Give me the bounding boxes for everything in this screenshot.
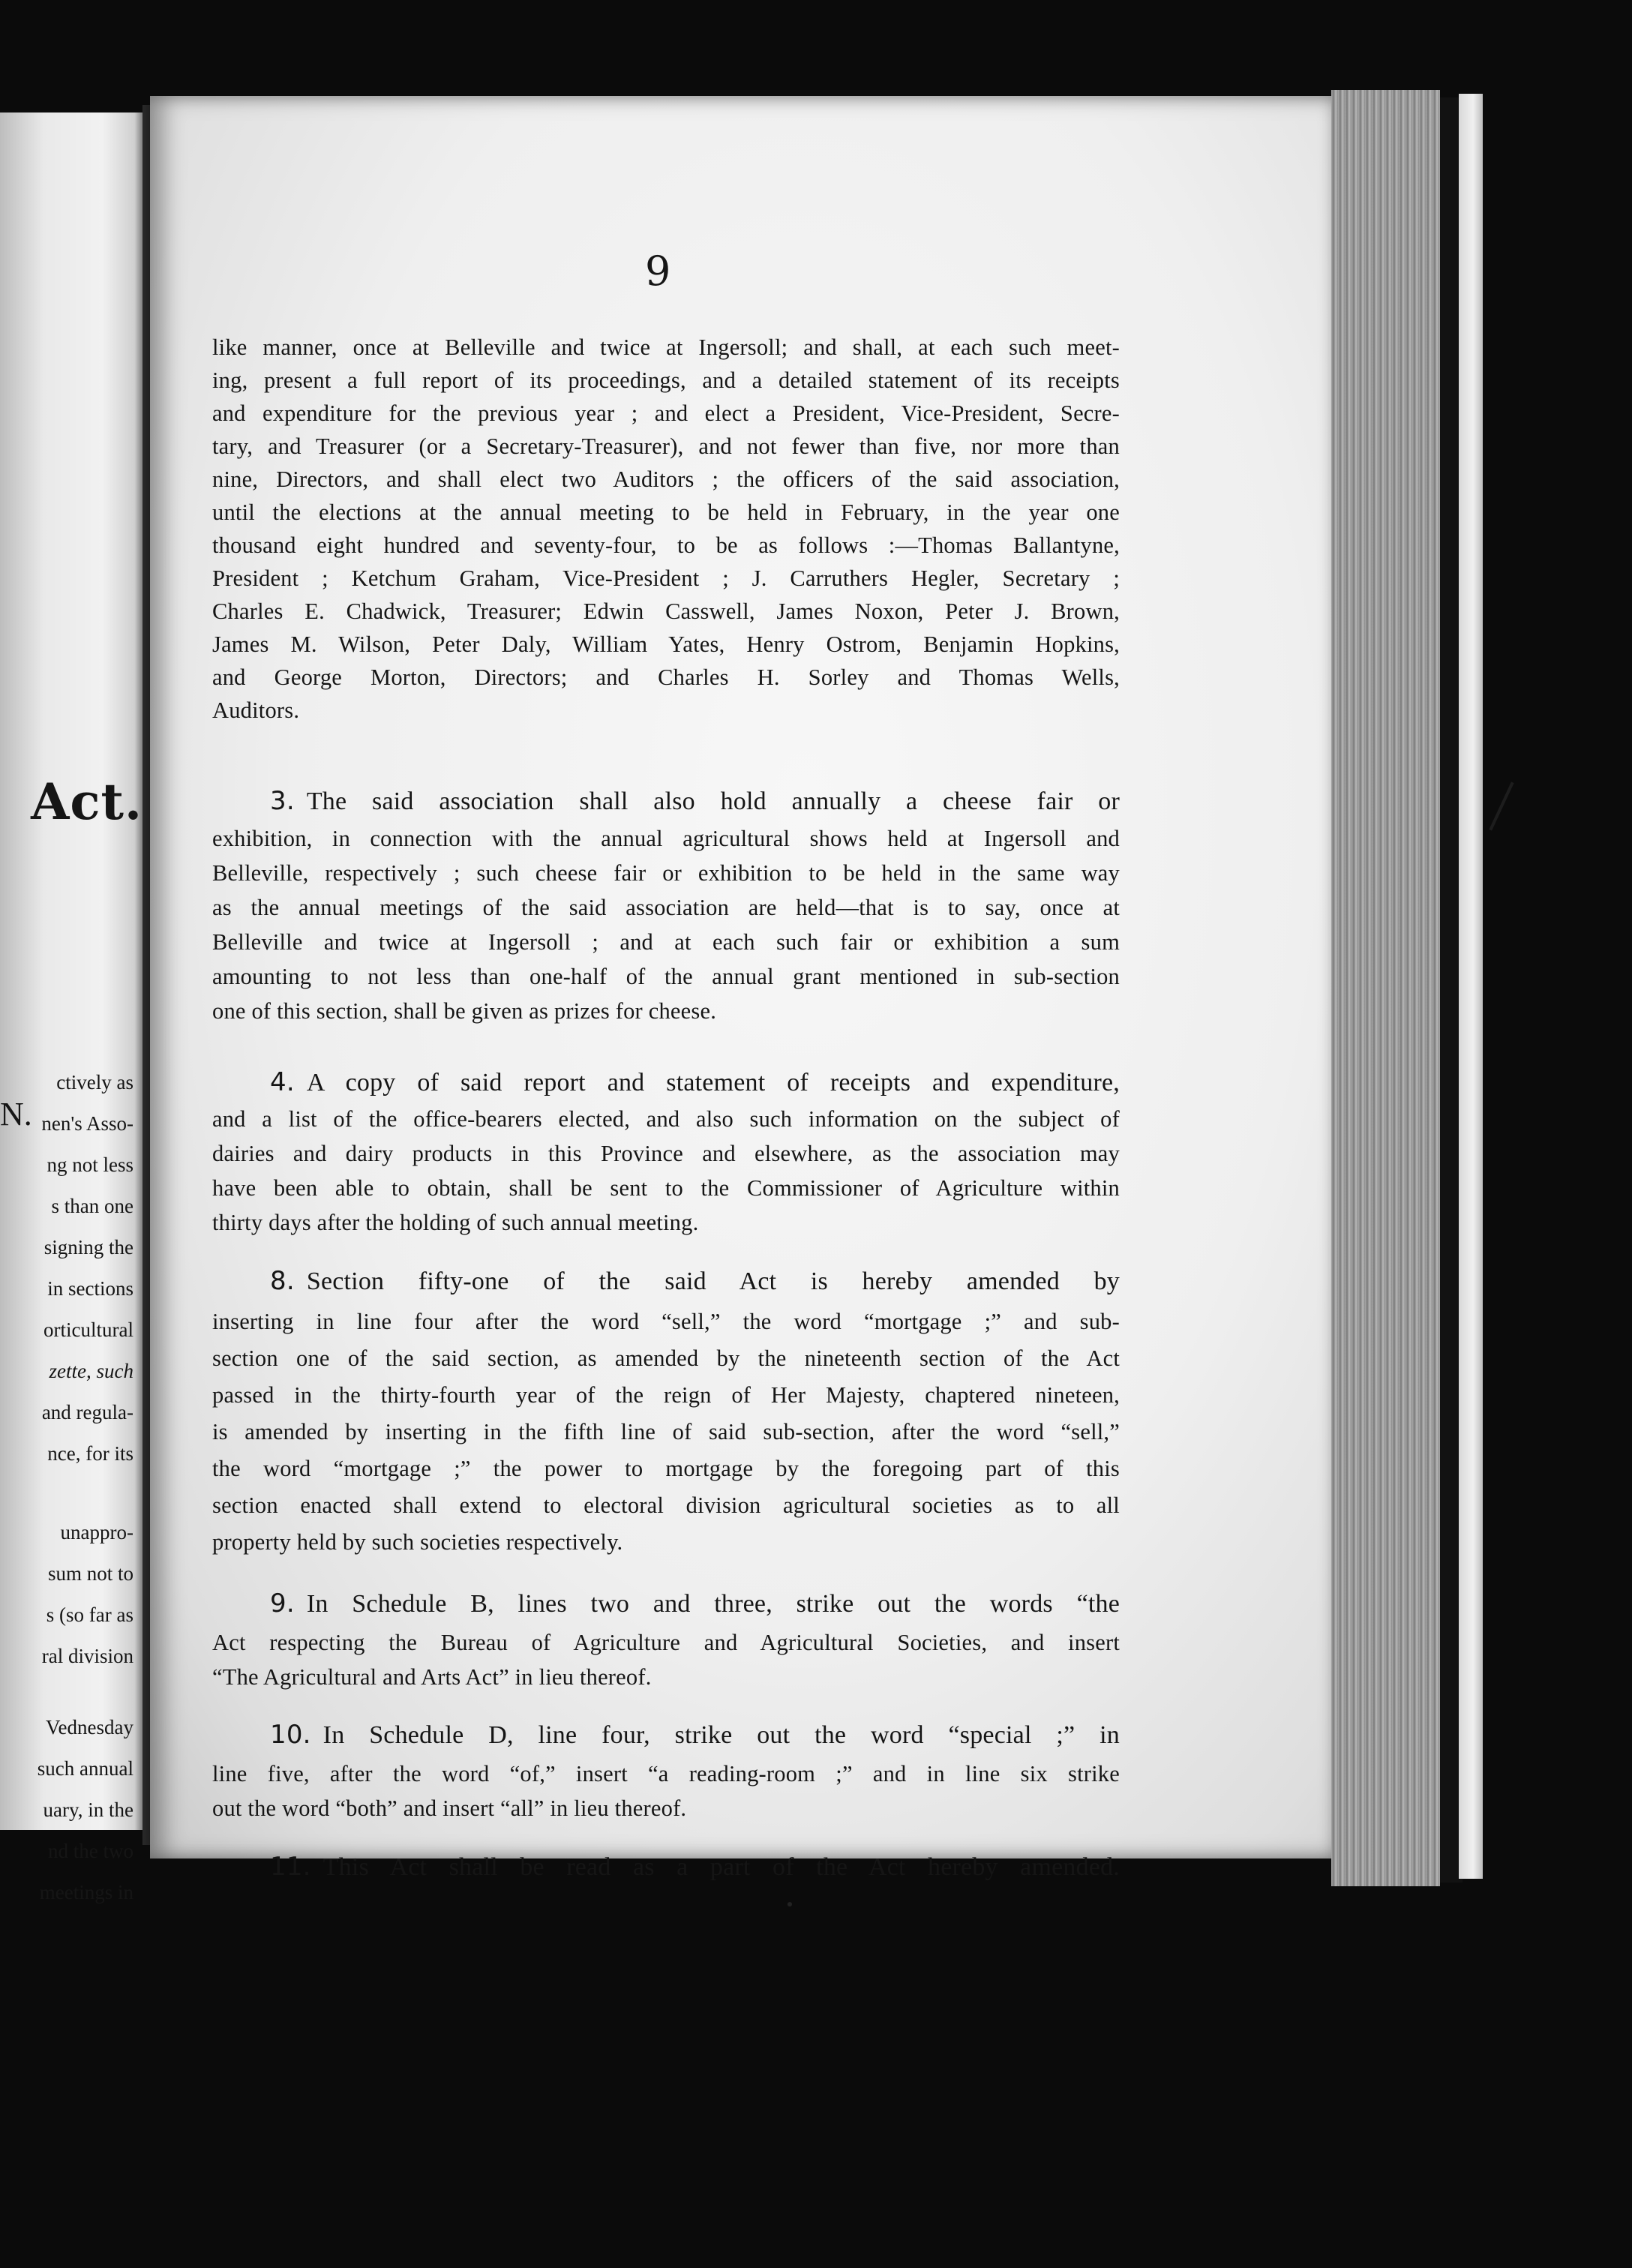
body-text: Section fifty-one of the said Act is hereby amended by	[306, 1268, 1120, 1295]
left-text-line: nen's Asso-	[41, 1112, 134, 1135]
body-line: until the elections at the annual meeting to be held in February, in the year one	[212, 500, 1120, 525]
ink-dot	[788, 1902, 792, 1906]
body-line: the word “mortgage ;” the power to mortgage by the foregoing part of this	[212, 1456, 1120, 1481]
body-line: property held by such societies respectively.	[212, 1529, 623, 1555]
left-text-line: uary, in the	[43, 1798, 134, 1821]
section-8-first-line	[270, 1264, 1120, 1299]
left-text-line: in sections	[47, 1277, 134, 1300]
body-line: President ; Ketchum Graham, Vice-President ; J. Carruthers Hegler, Secretary ;	[212, 566, 1120, 591]
subsection-number: 3.	[270, 786, 295, 816]
section-number: 8.	[270, 1266, 295, 1296]
left-text-line: ral division	[41, 1645, 134, 1667]
subsection-number: 4.	[270, 1067, 295, 1097]
left-text-line: nce, for its	[47, 1442, 134, 1465]
body-line: is amended by inserting in the fifth line of said sub-section, after the word “sell,”	[212, 1419, 1120, 1444]
body-line: have been able to obtain, shall be sent to the Commissioner of Agriculture within	[212, 1175, 1120, 1201]
body-line: tary, and Treasurer (or a Secretary-Treasurer), and not fewer than five, nor more than	[212, 434, 1120, 459]
left-text-line: ctively as	[56, 1071, 134, 1094]
body-line: thirty days after the holding of such annual meeting.	[212, 1210, 699, 1235]
body-line: line five, after the word “of,” insert “a reading-room ;” and in line six strike	[212, 1761, 1120, 1786]
left-n-heading: N.	[0, 1096, 32, 1132]
scan-mark	[1489, 782, 1514, 830]
left-text-line: sum not to	[47, 1562, 134, 1585]
body-line: Charles E. Chadwick, Treasurer; Edwin Casswell, James Noxon, Peter J. Brown,	[212, 598, 1120, 624]
body-text: This Act shall be read as a part of the Act hereby amended.	[322, 1853, 1120, 1881]
body-line: ing, present a full report of its proceedings, and a detailed statement of its receipts	[212, 368, 1120, 393]
body-line: dairies and dairy products in this Province and elsewhere, as the association may	[212, 1141, 1120, 1166]
left-text-line: s (so far as	[46, 1604, 134, 1626]
left-text-line: such annual	[37, 1757, 134, 1780]
body-line: section enacted shall extend to electoral division agricultural societies as to all	[212, 1492, 1120, 1518]
body-line: Auditors.	[212, 698, 300, 723]
body-line: section one of the said section, as amended by the nineteenth section of the Act	[212, 1346, 1120, 1371]
left-text-line: and regula-	[41, 1401, 134, 1424]
left-text-line: Vednesday	[46, 1716, 134, 1738]
body-line: one of this section, shall be given as prizes for cheese.	[212, 998, 717, 1024]
left-act-heading: Act.	[31, 772, 142, 831]
body-line: as the annual meetings of the said association are held—that is to say, once at	[212, 895, 1120, 920]
section-number: 11.	[270, 1852, 311, 1882]
left-page	[0, 112, 146, 1904]
left-text-line: signing the	[44, 1236, 134, 1258]
body-line: exhibition, in connection with the annual agricultural shows held at Ingersoll and	[212, 826, 1120, 851]
subsection-3-first-line	[270, 784, 1120, 819]
left-text-line: meetings in	[39, 1881, 134, 1904]
body-line: inserting in line four after the word “sell,” the word “mortgage ;” and sub-	[212, 1309, 1120, 1334]
body-line: and George Morton, Directors; and Charles H. Sorley and Thomas Wells,	[212, 664, 1120, 690]
left-text-line: orticultural	[44, 1318, 134, 1341]
body-line: passed in the thirty-fourth year of the reign of Her Majesty, chaptered nineteen,	[212, 1382, 1120, 1408]
left-text-line: ng not less	[46, 1154, 134, 1176]
page-number: 9	[645, 248, 671, 295]
body-text: In Schedule D, line four, strike out the word “special ;” in	[322, 1721, 1120, 1749]
body-line: James M. Wilson, Peter Daly, William Yates, Henry Ostrom, Benjamin Hopkins,	[212, 632, 1120, 657]
body-line: Belleville, respectively ; such cheese fair or exhibition to be held in the same way	[212, 860, 1120, 886]
body-line: Act respecting the Bureau of Agriculture and Agricultural Societies, and insert	[212, 1630, 1120, 1655]
left-text-line: nd the two	[48, 1840, 134, 1862]
body-line: Belleville and twice at Ingersoll ; and at each such fair or exhibition a sum	[212, 929, 1120, 955]
page-edges	[1331, 90, 1440, 1886]
left-text-line: s than one	[51, 1195, 134, 1217]
body-line: and a list of the office-bearers elected, and also such information on the subject of	[212, 1106, 1120, 1132]
body-text: The said association shall also hold annually a cheese fair or	[306, 788, 1120, 815]
section-number: 9.	[270, 1588, 295, 1618]
subsection-4-first-line	[270, 1065, 1120, 1100]
section-number: 10.	[270, 1720, 311, 1750]
section-11-line	[270, 1850, 1120, 1885]
left-text-line: zette, such	[49, 1360, 134, 1382]
body-line: thousand eight hundred and seventy-four, to be as follows :—Thomas Ballantyne,	[212, 532, 1120, 558]
body-line: “The Agricultural and Arts Act” in lieu thereof.	[212, 1664, 652, 1690]
body-text: In Schedule B, lines two and three, strike out the words “the	[306, 1590, 1120, 1618]
section-10-first-line	[270, 1718, 1120, 1753]
section-9-first-line	[270, 1586, 1120, 1622]
body-line: amounting to not less than one-half of the annual grant mentioned in sub-section	[212, 964, 1120, 989]
body-line: out the word “both” and insert “all” in lieu thereof.	[212, 1796, 687, 1821]
body-line: nine, Directors, and shall elect two Auditors ; the officers of the said association,	[212, 466, 1120, 492]
body-line: and expenditure for the previous year ; and elect a President, Vice-President, Secre-	[212, 400, 1120, 426]
body-line: like manner, once at Belleville and twice at Ingersoll; and shall, at each such meet-	[212, 334, 1120, 360]
left-text-line: unappro-	[60, 1521, 134, 1544]
body-text: A copy of said report and statement of receipts and expenditure,	[306, 1069, 1120, 1096]
cover-board	[1459, 94, 1483, 1879]
